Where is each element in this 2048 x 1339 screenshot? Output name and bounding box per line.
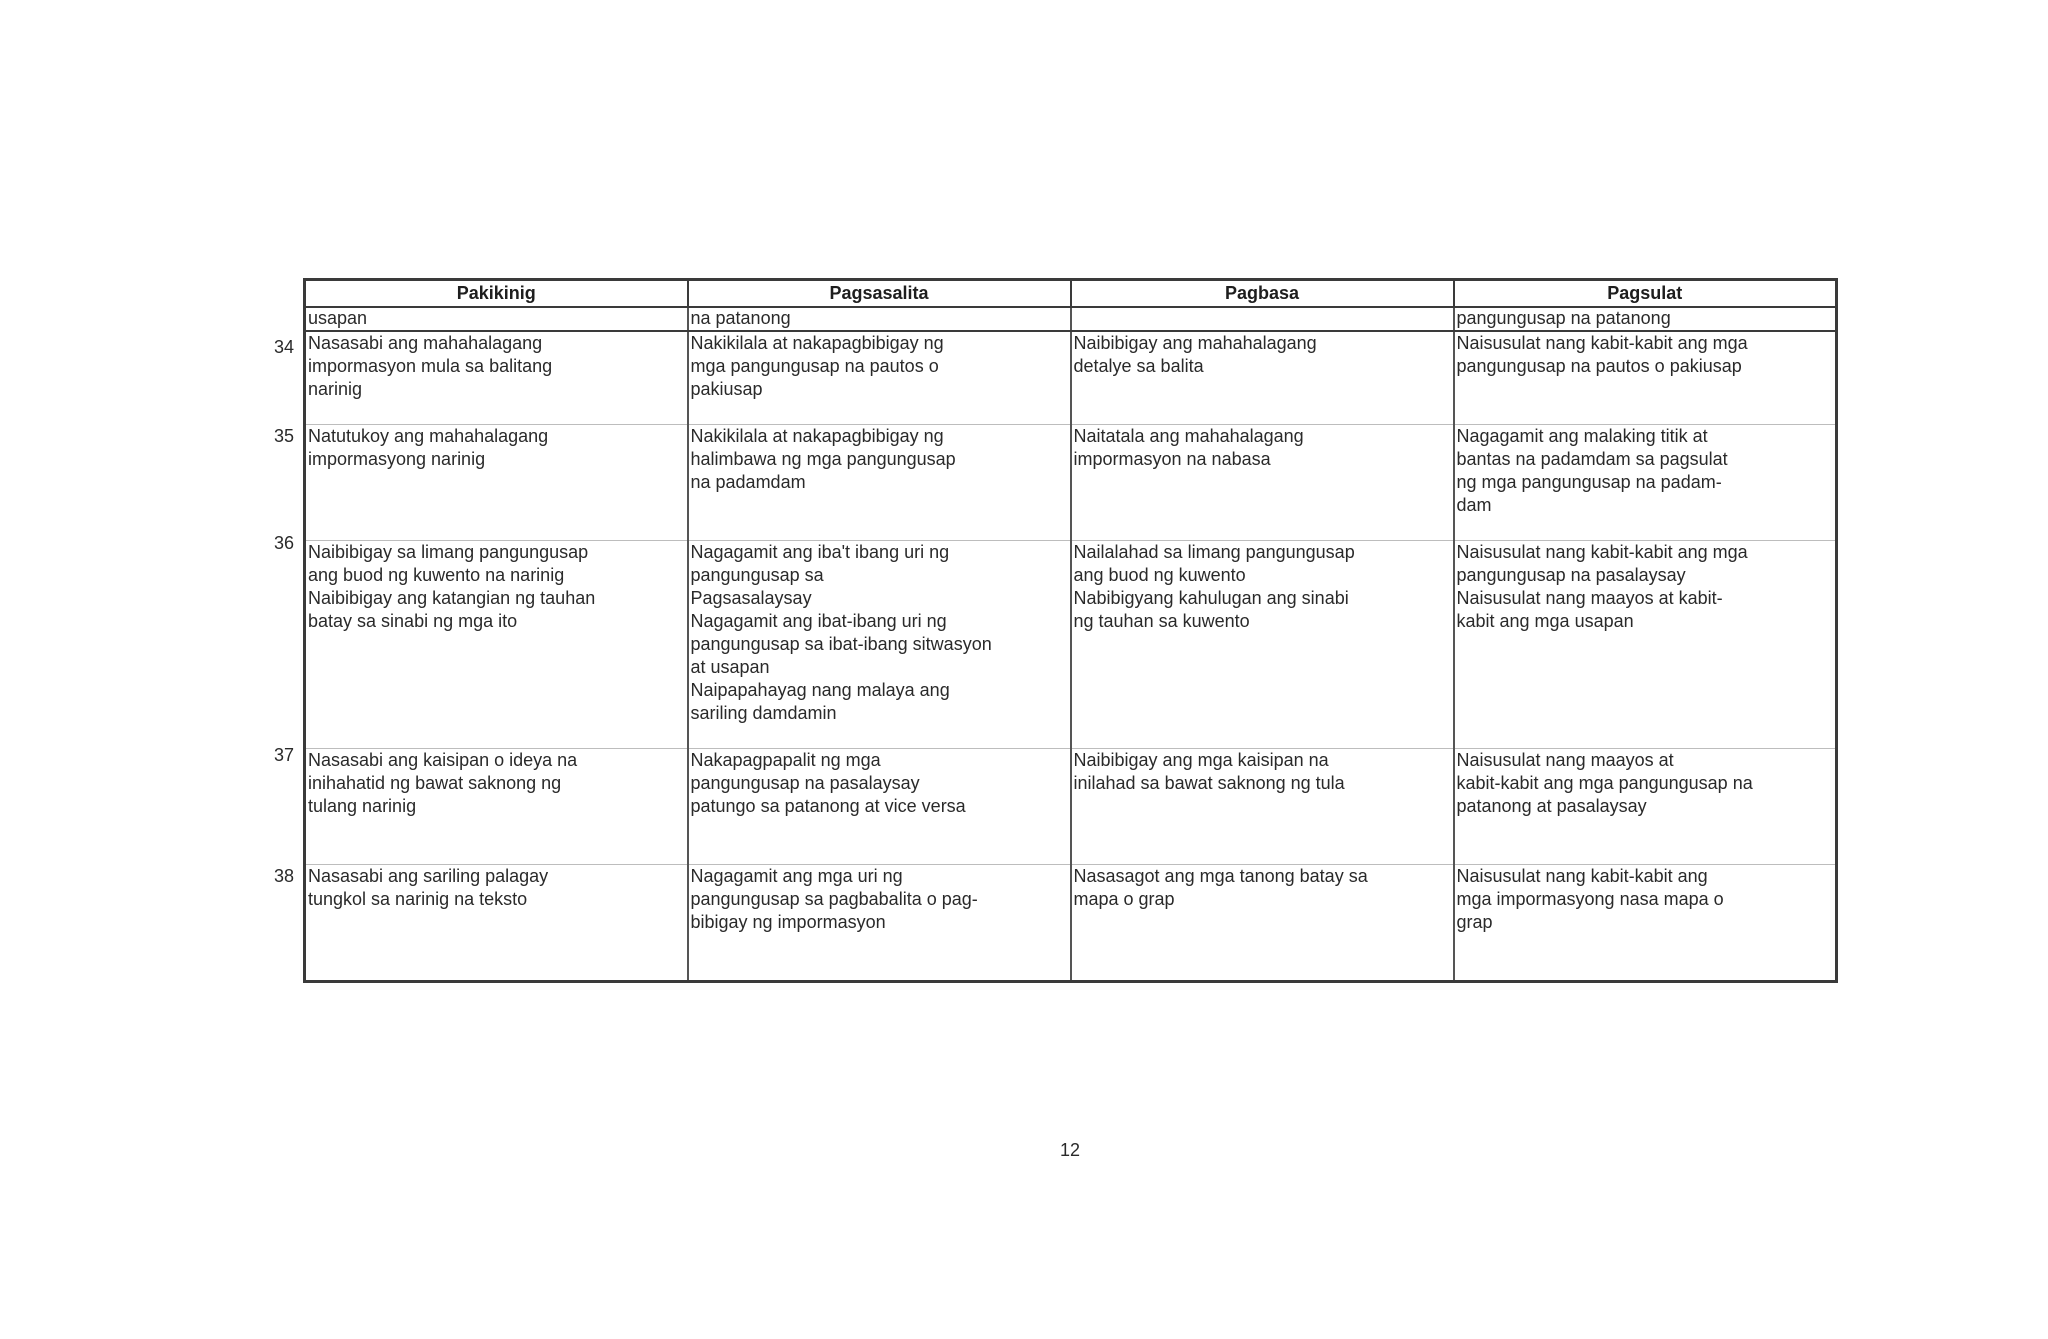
table-cell: pangungusap na patanong xyxy=(1454,307,1837,331)
table-cell: Naisusulat nang kabit-kabit ang mga impormasyong nasa mapa o grap xyxy=(1454,865,1837,982)
header-pagsulat: Pagsulat xyxy=(1454,280,1837,308)
table-row xyxy=(305,749,1837,865)
header-pagsasalita: Pagsasalita xyxy=(688,280,1071,308)
table-cell: Naisusulat nang kabit-kabit ang mga pangungusap na pasalaysay Naisusulat nang maayos at kabit- kabit ang mga usapan xyxy=(1454,541,1837,749)
curriculum-table xyxy=(303,278,1838,983)
table-row xyxy=(305,425,1837,541)
table-row-continuation xyxy=(305,307,1837,331)
table-cell: Nasasabi ang kaisipan o ideya na inihahatid ng bawat saknong ng tulang narinig xyxy=(305,749,688,865)
table-row xyxy=(305,331,1837,425)
table-cell: Nakapagpapalit ng mga pangungusap na pasalaysay patungo sa patanong at vice versa xyxy=(688,749,1071,865)
table-cell: Nailalahad sa limang pangungusap ang buod ng kuwento Nabibigyang kahulugan ang sinabi ng tauhan sa kuwento xyxy=(1071,541,1454,749)
table-cell: Nakikilala at nakapagbibigay ng halimbawa ng mga pangungusap na padamdam xyxy=(688,425,1071,541)
table-cell: Nakikilala at nakapagbibigay ng mga pangungusap na pautos o pakiusap xyxy=(688,331,1071,425)
row-number-36: 36 xyxy=(273,533,294,553)
page-number: 12 xyxy=(1059,1140,1081,1160)
header-pagbasa: Pagbasa xyxy=(1071,280,1454,308)
table-cell: Nagagamit ang mga uri ng pangungusap sa pagbabalita o pag- bibigay ng impormasyon xyxy=(688,865,1071,982)
table-cell: Nasasagot ang mga tanong batay sa mapa o grap xyxy=(1071,865,1454,982)
table-cell: Naisusulat nang maayos at kabit-kabit ang mga pangungusap na patanong at pasalaysay xyxy=(1454,749,1837,865)
header-pakikinig: Pakikinig xyxy=(305,280,688,308)
table-cell: Naibibigay sa limang pangungusap ang buod ng kuwento na narinig Naibibigay ang katangian ng tauhan batay sa sinabi ng mga ito xyxy=(305,541,688,749)
table-cell: Naitatala ang mahahalagang impormasyon na nabasa xyxy=(1071,425,1454,541)
table-cell: Nagagamit ang malaking titik at bantas na padamdam sa pagsulat ng mga pangungusap na padam- dam xyxy=(1454,425,1837,541)
table-cell: Natutukoy ang mahahalagang impormasyong narinig xyxy=(305,425,688,541)
row-number-35: 35 xyxy=(273,426,294,446)
row-number-34: 34 xyxy=(273,337,294,357)
row-number-37: 37 xyxy=(273,745,294,765)
row-number-38: 38 xyxy=(273,866,294,886)
table-cell: Naisusulat nang kabit-kabit ang mga pangungusap na pautos o pakiusap xyxy=(1454,331,1837,425)
table-cell: Nasasabi ang mahahalagang impormasyon mula sa balitang narinig xyxy=(305,331,688,425)
table-row xyxy=(305,541,1837,749)
table-header-row xyxy=(305,280,1837,308)
table-cell xyxy=(1071,307,1454,331)
table-cell: Nagagamit ang iba't ibang uri ng pangungusap sa Pagsasalaysay Nagagamit ang ibat-ibang uri ng pangungusap sa ibat-ibang sitwasyon at usapan Naipapahayag nang malaya ang sariling damdamin xyxy=(688,541,1071,749)
table-cell: na patanong xyxy=(688,307,1071,331)
table-cell: Naibibigay ang mahahalagang detalye sa balita xyxy=(1071,331,1454,425)
table-cell: usapan xyxy=(305,307,688,331)
table-row xyxy=(305,865,1837,982)
table-cell: Naibibigay ang mga kaisipan na inilahad sa bawat saknong ng tula xyxy=(1071,749,1454,865)
table-cell: Nasasabi ang sariling palagay tungkol sa narinig na teksto xyxy=(305,865,688,982)
